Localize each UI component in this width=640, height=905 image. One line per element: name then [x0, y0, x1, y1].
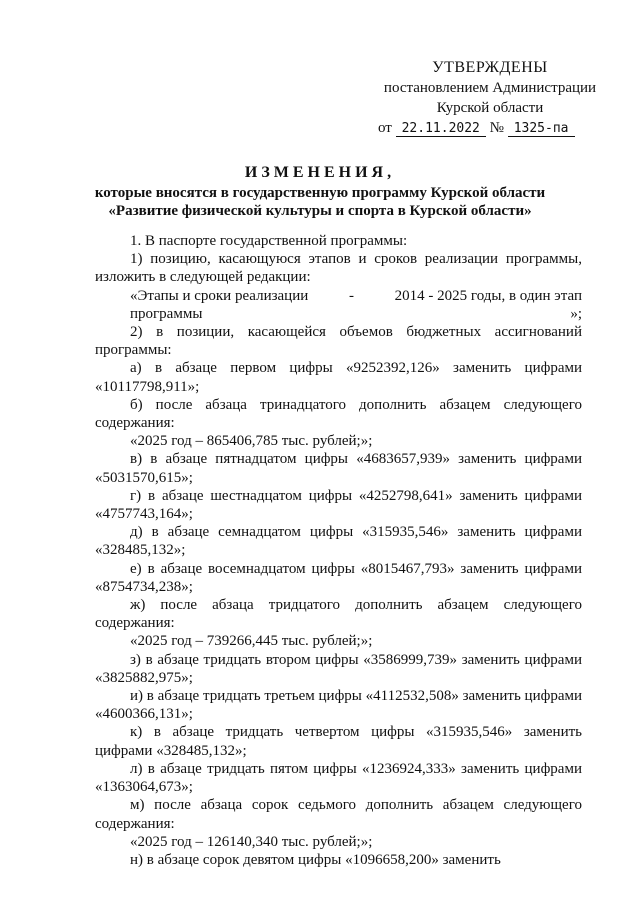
heading-line-2: «Развитие физической культуры и спорта в Курской области» [108, 203, 532, 219]
paragraph: «2025 год – 126140,340 тыс. рублей;»; [130, 833, 373, 850]
paragraph: ж) после абзаца тридцатого дополнить абзацем следующего содержания: [95, 597, 582, 632]
heading-line-1: которые вносятся в государственную программу Курской области [94, 185, 546, 201]
paragraph: в) в абзаце пятнадцатом цифры «4683657,939» заменить цифрами «5031570,615»; [95, 451, 582, 486]
term-label-2: программы [130, 305, 203, 322]
number-prefix: № [489, 120, 504, 136]
term-row [95, 287, 582, 305]
paragraph: л) в абзаце тридцать пятом цифры «1236924,333» заменить цифрами «1363064,673»; [95, 760, 582, 796]
paragraph: з) в абзаце тридцать втором цифры «3586999,739» заменить цифрами «3825882,975»; [95, 651, 582, 686]
paragraph: д) в абзаце семнадцатом цифры «315935,546» заменить цифрами «328485,132»; [95, 524, 582, 559]
date-prefix: от [378, 120, 392, 136]
paragraph: м) после абзаца сорок седьмого дополнить абзацем следующего содержания: [95, 797, 582, 832]
paragraph: 1. В паспорте государственной программы: [130, 233, 408, 249]
document-heading [60, 164, 580, 220]
term-dash: - [348, 287, 354, 304]
paragraph: «2025 год – 865406,785 тыс. рублей;»; [130, 433, 373, 450]
paragraph: е) в абзаце восемнадцатом цифры «8015467,793» заменить цифрами «8754734,238»; [95, 560, 582, 595]
approval-date-line [360, 118, 620, 139]
approval-number: 1325-па [508, 121, 575, 137]
paragraph: а) в абзаце первом цифры «9252392,126» заменить цифрами «10117798,911»; [95, 360, 582, 395]
paragraph: 2) в позиции, касающейся объемов бюджетных ассигнований программы: [95, 324, 582, 359]
heading-title: ИЗМЕНЕНИЯ, [244, 164, 396, 181]
paragraph: г) в абзаце шестнадцатом цифры «4252798,641» заменить цифрами «4757743,164»; [95, 487, 582, 523]
paragraph: 1) позицию, касающуюся этапов и сроков реализации программы, изложить в следующей редакции: [95, 251, 582, 286]
paragraph: «2025 год – 739266,445 тыс. рублей;»; [130, 633, 373, 650]
paragraph: н) в абзаце сорок девятом цифры «1096658,200» заменить [130, 851, 501, 868]
term-close: »; [570, 305, 582, 322]
approval-line-2: Курской области [436, 100, 544, 116]
approval-date: 22.11.2022 [396, 121, 486, 137]
paragraph: к) в абзаце тридцать четвертом цифры «315935,546» заменить цифрами «328485,132»; [95, 724, 582, 759]
approval-stamp [360, 58, 620, 139]
term-row-2 [95, 305, 582, 323]
term-value: 2014 - 2025 годы, в один этап [394, 287, 582, 304]
paragraph: б) после абзаца тринадцатого дополнить абзацем следующего содержания: [95, 396, 582, 432]
paragraph: и) в абзаце тридцать третьем цифры «4112532,508» заменить цифрами «4600366,131»; [95, 688, 582, 723]
approval-title: УТВЕРЖДЕНЫ [432, 59, 548, 76]
document-body [95, 232, 582, 869]
approval-line-1: постановлением Администрации [383, 80, 597, 96]
term-label: «Этапы и сроки реализации [130, 287, 309, 304]
